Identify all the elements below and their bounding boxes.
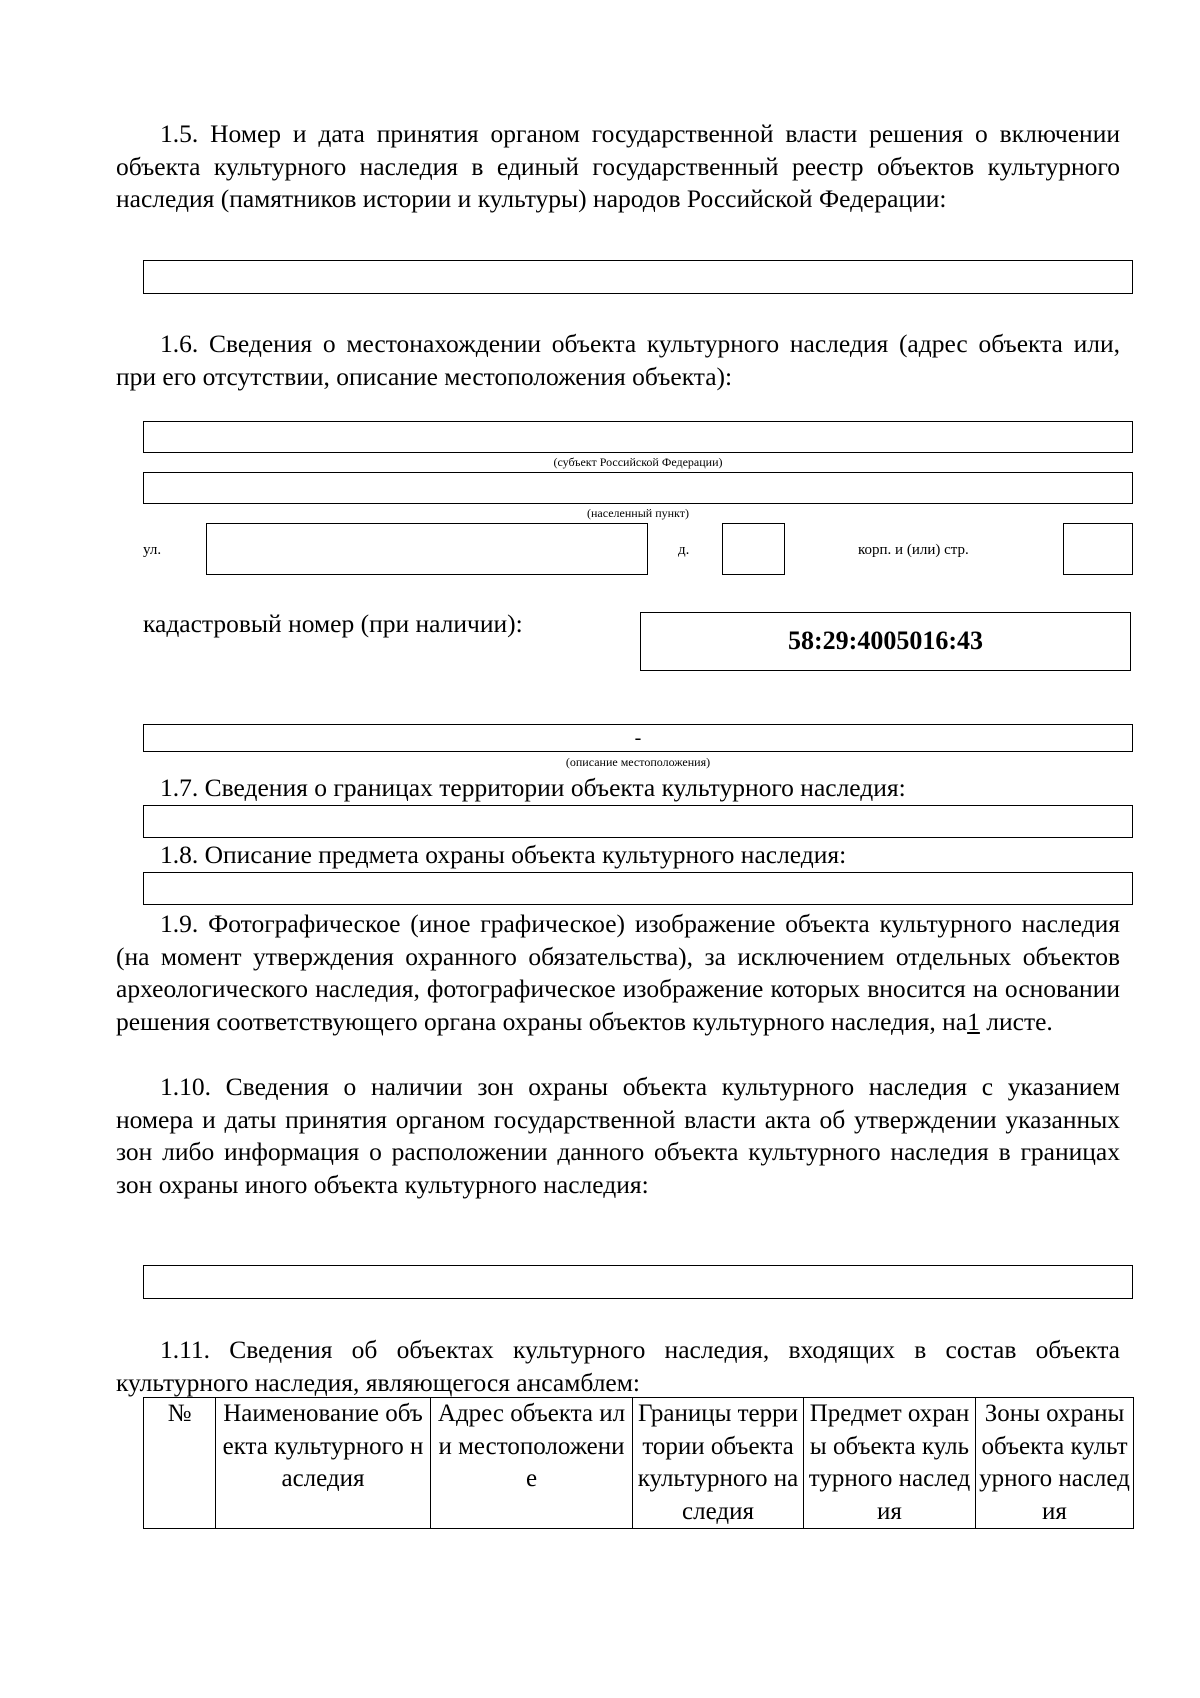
ensemble-objects-table xyxy=(143,1397,1134,1529)
protection-subject-field[interactable] xyxy=(143,872,1133,905)
settlement-caption: (населенный пункт) xyxy=(587,506,689,520)
section-1-9-body: 1.9. Фотографическое (иное графическое) изображение объекта культурного наследия (на момент утверждения охранного обязательства), за исключением отдельных объектов археологического наследия, фотографическое изображение которых вносится на основании решения соответствующего органа охраны объектов культурного наследия, на xyxy=(116,909,1120,1036)
section-1-11-text: 1.11. Сведения об объектах культурного наследия, входящих в состав объекта культурного наследия, являющегося ансамблем: xyxy=(116,1335,1120,1397)
table-header-row xyxy=(144,1398,1134,1529)
settlement-field[interactable] xyxy=(143,472,1133,504)
section-1-5-text: 1.5. Номер и дата принятия органом государственной власти решения о включении объекта культурного наследия в единый государственный реестр объектов культурного наследия (памятников истории и культуры) народов Российской Федерации: xyxy=(116,119,1120,213)
col-header-address: Адрес объекта или местоположение xyxy=(431,1398,633,1529)
section-1-8-text: 1.8. Описание предмета охраны объекта культурного наследия: xyxy=(160,840,847,869)
section-1-6-text: 1.6. Сведения о местонахождении объекта культурного наследия (адрес объекта или, при его отсутствии, описание местоположения объекта): xyxy=(116,329,1120,391)
federal-subject-caption: (субъект Российской Федерации) xyxy=(553,455,723,469)
cadastral-number-value: 58:29:4005016:43 xyxy=(788,626,983,656)
section-1-9-text xyxy=(116,908,1120,1038)
cadastral-number-field[interactable] xyxy=(640,612,1131,671)
section-1-10-text: 1.10. Сведения о наличии зон охраны объекта культурного наследия с указанием номера и даты принятия органом государственной власти акта об утверждении указанных зон либо информация о расположении данного объекта культурного наследия в границах зон охраны иного объекта культурного наследия: xyxy=(116,1072,1120,1199)
location-description-field[interactable] xyxy=(143,724,1133,752)
location-description-value: - xyxy=(634,726,642,749)
col-header-protection-zones: Зоны охраны объекта культурного наследия xyxy=(976,1398,1134,1529)
protection-zones-field[interactable] xyxy=(143,1265,1133,1299)
federal-subject-field[interactable] xyxy=(143,421,1133,453)
photo-sheets-count: 1 xyxy=(967,1006,980,1036)
col-header-name: Наименование объекта культурного наследия xyxy=(216,1398,431,1529)
section-1-7-text: 1.7. Сведения о границах территории объекта культурного наследия: xyxy=(160,773,906,802)
col-header-protection-subject: Предмет охраны объекта культурного наследия xyxy=(804,1398,976,1529)
location-description-caption: (описание местоположения) xyxy=(565,755,711,769)
col-header-number: № xyxy=(144,1398,216,1529)
street-field[interactable] xyxy=(206,523,648,575)
territory-boundaries-field[interactable] xyxy=(143,805,1133,838)
col-header-boundaries: Границы территории объекта культурного наследия xyxy=(633,1398,804,1529)
building-field[interactable] xyxy=(1063,523,1133,575)
registry-decision-field[interactable] xyxy=(143,260,1133,294)
cadastral-label: кадастровый номер (при наличии): xyxy=(143,609,523,638)
house-field[interactable] xyxy=(722,523,785,575)
house-label: д. xyxy=(678,542,690,558)
section-1-9-tail: листе. xyxy=(979,1006,1053,1036)
street-label: ул. xyxy=(143,542,162,558)
building-label: корп. и (или) стр. xyxy=(858,542,969,558)
